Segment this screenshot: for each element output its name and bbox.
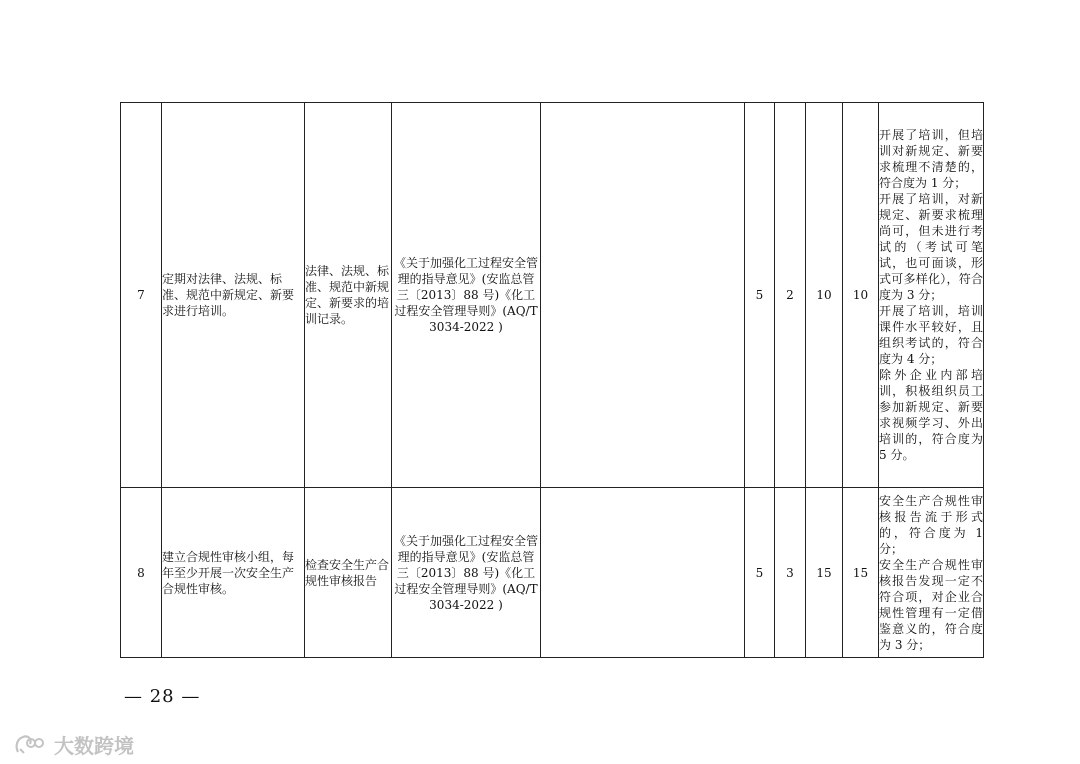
watermark-text: 大数跨境 bbox=[54, 734, 134, 758]
score-max: 10 bbox=[843, 103, 879, 488]
scoring-rule: 安全生产合规性审核报告流于形式的，符合度为 1 分； bbox=[879, 493, 987, 556]
item-number: 8 bbox=[121, 488, 162, 658]
evidence-cell: 检查安全生产合规性审核报告 bbox=[305, 488, 392, 658]
table-row bbox=[121, 103, 984, 488]
score-weight: 5 bbox=[745, 103, 775, 488]
scoring-rule: 安全生产合规性审核报告发现一定不符合项，对企业合规性管理有一定借鉴意义的，符合度为 3 分； bbox=[879, 557, 983, 652]
watermark bbox=[14, 730, 134, 759]
basis-cell: 《关于加强化工过程安全管理的指导意见》(安监总管三〔2013〕88 号)《化工过程安全管理导则》(AQ/T 3034-2022 ) bbox=[392, 488, 541, 658]
requirement-cell: 建立合规性审核小组，每年至少开展一次安全生产合规性审核。 bbox=[162, 488, 305, 658]
requirement-cell: 定期对法律、法规、标准、规范中新规定、新要求进行培训。 bbox=[162, 103, 305, 488]
scoring-rule: 开展了培训，对新规定、新要求梳理尚可，但未进行考试的（考试可笔试，也可面谈，形式可多样化），符合度为 3 分； bbox=[879, 192, 983, 302]
remark-cell bbox=[541, 488, 745, 658]
score-max: 15 bbox=[843, 488, 879, 658]
table-row bbox=[121, 488, 984, 658]
scoring-rule: 开展了培训，培训课件水平较好，且组织考试的，符合度为 4 分； bbox=[879, 304, 983, 366]
score-weight: 5 bbox=[745, 488, 775, 658]
scoring-rule: 开展了培训，但培训对新规定、新要求梳理不清楚的，符合度为 1 分； bbox=[879, 128, 983, 190]
score-total: 15 bbox=[806, 488, 843, 658]
score-factor: 2 bbox=[775, 103, 806, 488]
score-total: 10 bbox=[806, 103, 843, 488]
standards-table bbox=[120, 102, 987, 658]
page-number: — 28 — bbox=[124, 686, 201, 707]
basis-cell: 《关于加强化工过程安全管理的指导意见》(安监总管三〔2013〕88 号)《化工过程安全管理导则》(AQ/T 3034-2022 ) bbox=[392, 103, 541, 488]
remark-cell bbox=[541, 103, 745, 488]
scoring-rules-cell bbox=[879, 103, 987, 488]
score-factor: 3 bbox=[775, 488, 806, 658]
evidence-cell: 法律、法规、标准、规范中新规定、新要求的培训记录。 bbox=[305, 103, 392, 488]
scoring-rule: 除外企业内部培训，积极组织员工参加新规定、新要求视频学习、外出培训的，符合度为 5 分。 bbox=[879, 368, 987, 462]
item-number: 7 bbox=[121, 103, 162, 488]
watermark-logo-icon bbox=[14, 734, 48, 756]
scoring-rules-cell bbox=[879, 488, 987, 658]
